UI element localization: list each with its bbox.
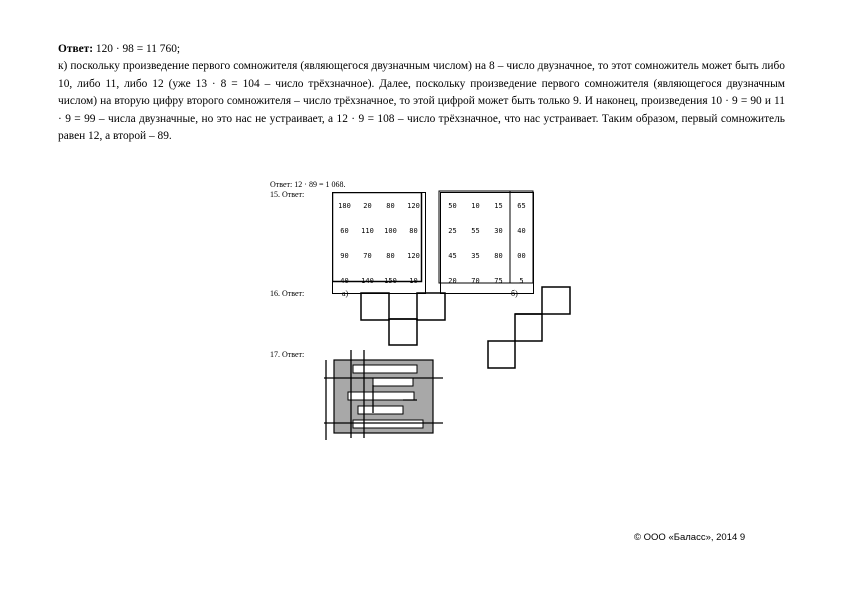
figure-17	[318, 350, 448, 442]
cell: 40	[340, 276, 349, 285]
cell: 100	[384, 226, 397, 235]
cell: 00	[517, 251, 526, 260]
cell: 40	[517, 226, 526, 235]
cell: 60	[340, 226, 349, 235]
cell: 10	[409, 276, 418, 285]
cell: 80	[386, 201, 395, 210]
cell: 180	[338, 201, 351, 210]
label-b: б)	[511, 289, 518, 298]
cell: 25	[448, 226, 457, 235]
figure-16a	[360, 292, 448, 348]
cell: 5	[519, 276, 524, 285]
cell: 140	[361, 276, 374, 285]
cell: 20	[363, 201, 372, 210]
cell: 50	[448, 201, 457, 210]
cell: 45	[448, 251, 457, 260]
cell: 120	[407, 251, 420, 260]
label-17: 17. Ответ:	[270, 350, 305, 359]
answer-label: Ответ:	[58, 43, 94, 55]
cell: 80	[409, 226, 418, 235]
cell: 70	[471, 276, 480, 285]
cell: 90	[340, 251, 349, 260]
label-16: 16. Ответ:	[270, 289, 305, 298]
figure-16b	[487, 286, 573, 370]
copyright-footer: © ООО «Баласс», 2014 9	[634, 532, 746, 543]
cell: 65	[517, 201, 526, 210]
cell: 80	[494, 251, 503, 260]
cell: 80	[386, 251, 395, 260]
cell: 30	[494, 226, 503, 235]
answer-text	[58, 41, 785, 145]
label-15: 15. Ответ:	[270, 190, 305, 199]
answer-14: Ответ: 12 · 89 = 1 068.	[270, 180, 346, 189]
answer-value: 120 · 98 = 11 760;	[93, 43, 181, 55]
solution-paragraph: к) поскольку произведение первого сомножителя (являющегося двузначным числом) на 8 – число двузначное, то этот сомножитель может быть либо 10, либо 11, либо 12 (уже 13 · 8 = 104 – число трёхзначное). Далее, поскольку произведение первого сомножителя (являющегося двузначным числом) на вторую цифру второго сомножителя – число трёхзначное, то этой цифрой может быть только 9. И наконец, произведения 10 · 9 = 90 и 11 · 9 = 99 – числа двузначные, но это нас не устраивает, а 12 · 9 = 108 – число трёхзначное, что нас устраивает. Таким образом, первый сомножитель равен 12, а второй – 89.	[58, 60, 785, 143]
cell: 150	[384, 276, 397, 285]
cell: 70	[363, 251, 372, 260]
cell: 35	[471, 251, 480, 260]
cell: 15	[494, 201, 503, 210]
cell: 10	[471, 201, 480, 210]
cell: 20	[448, 276, 457, 285]
cell: 110	[361, 226, 374, 235]
cell: 120	[407, 201, 420, 210]
cell: 75	[494, 276, 503, 285]
cell: 55	[471, 226, 480, 235]
grid-15-right-lines	[438, 190, 536, 286]
grid-15-left-lines	[332, 192, 426, 286]
label-a: а)	[342, 289, 349, 298]
